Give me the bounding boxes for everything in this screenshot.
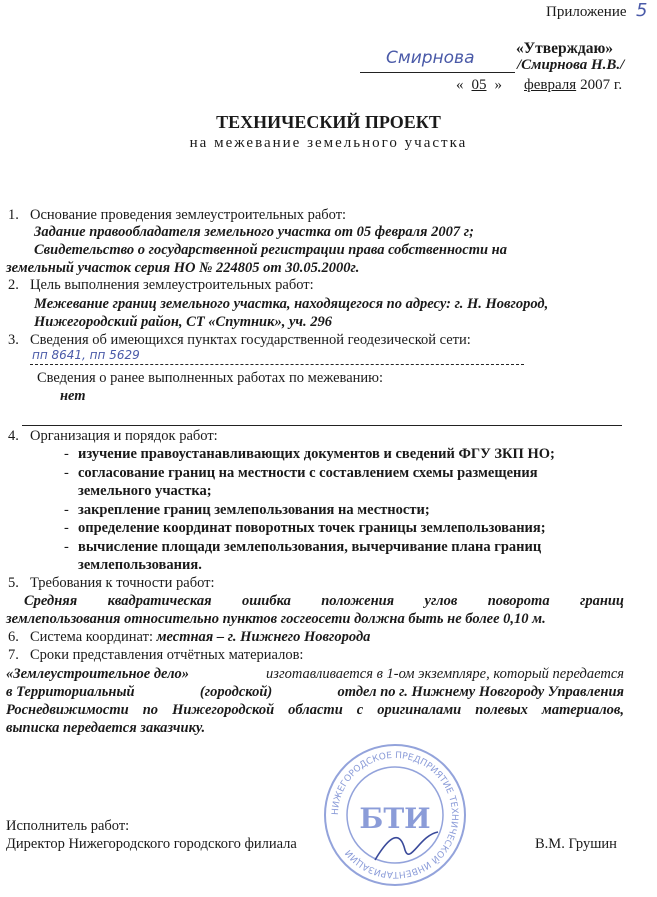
section-4-number: 4. (8, 428, 19, 444)
approver-signature: Смирнова (386, 48, 475, 68)
date-month: февраля (524, 77, 577, 93)
section-3-label: Сведения об имеющихся пунктах государственной геодезической сети: (30, 332, 471, 348)
section-7-line3: Роснедвижимости по Нижегородской области с оригиналами полевых материалов, (6, 702, 624, 718)
bullet-dash: - (64, 520, 69, 536)
stamp-ring-text: НИЖЕГОРОДСКОЕ ПРЕДПРИЯТИЕ ТЕХНИЧЕСКОЙ ИНВЕНТАРИЗАЦИИ (330, 750, 460, 880)
section-4-item: изучение правоустанавливающих документов и сведений ФГУ ЗКП НО; (78, 446, 555, 462)
section-4-label: Организация и порядок работ: (30, 428, 218, 444)
section-4-item-cont: землепользования. (78, 557, 202, 573)
appendix-label: Приложение (546, 4, 627, 20)
section-5-number: 5. (8, 575, 19, 591)
section-1-line3: земельный участок серия НО № 224805 от 30.05.2000г. (6, 260, 360, 276)
signature-line (360, 72, 515, 73)
section-4-item: согласование границ на местности с составлением схемы размещения (78, 465, 538, 481)
appendix-number: 5 (636, 0, 648, 21)
section-7-line2 (6, 684, 624, 701)
bullet-dash: - (64, 502, 69, 518)
section-7-line4: выписка передается заказчику. (6, 720, 206, 736)
section-2-line1: Межевание границ земельного участка, находящегося по адресу: г. Н. Новгород, (34, 296, 549, 312)
section-1-line2: Свидетельство о государственной регистрации права собственности на (34, 242, 507, 258)
section-6-label: Система координат: (30, 629, 153, 645)
section-4-item: закрепление границ землепользования на местности; (78, 502, 430, 518)
section-7-doc-name: «Землеустроительное дело» (6, 666, 190, 682)
section-7-line1 (6, 666, 624, 683)
section-3-fill-line (30, 364, 524, 365)
performer-name: В.М. Грушин (535, 836, 617, 852)
section-1-number: 1. (8, 207, 19, 223)
section-7-number: 7. (8, 647, 19, 663)
director-signature (375, 832, 438, 860)
approval-date: « 05 » февраля 2007 г. (456, 77, 623, 93)
section-7-line1-rest: изготавливается в 1-ом экземпляре, который передается (266, 666, 624, 682)
organization-stamp (320, 740, 470, 890)
section-3-divider (22, 425, 622, 426)
section-2-line2: Нижегородский район, СТ «Спутник», уч. 296 (34, 314, 333, 330)
bullet-dash: - (64, 465, 69, 481)
performer-label: Исполнитель работ: (6, 818, 130, 834)
section-7-line2-c: отдел по г. Нижнему Новгороду Управления (337, 684, 624, 700)
section-1-label: Основание проведения землеустроительных работ: (30, 207, 347, 223)
section-5-line1: Средняя квадратическая ошибка положения углов поворота границ (24, 593, 624, 609)
doc-subtitle: на межевание земельного участка (189, 135, 468, 151)
section-3-handwritten-points: пп 8641, пп 5629 (32, 348, 140, 362)
section-5-line2: землепользования относительно пунктов госгеосети должна быть не более 0,10 м. (6, 611, 546, 627)
section-3-number: 3. (8, 332, 19, 348)
section-4-item: определение координат поворотных точек границы землепользования; (78, 520, 546, 536)
signer-name: /Смирнова Н.В./ (517, 57, 625, 73)
section-3-prior-value: нет (60, 388, 86, 404)
date-year: 2007 г. (580, 77, 623, 93)
bullet-dash: - (64, 539, 69, 555)
section-5-label: Требования к точности работ: (30, 575, 215, 591)
section-2-number: 2. (8, 277, 19, 293)
section-4-item: вычисление площади землепользования, вычерчивание плана границ (78, 539, 542, 555)
section-3-prior-label: Сведения о ранее выполненных работах по межеванию: (37, 370, 384, 386)
bullet-dash: - (64, 446, 69, 462)
section-7-line2-b: (городской) (199, 684, 273, 700)
date-day: 05 (471, 77, 487, 93)
section-6-number: 6. (8, 629, 19, 645)
approve-label: «Утверждаю» (516, 40, 614, 57)
section-7-line2-a: в Территориальный (6, 684, 135, 700)
performer-position: Директор Нижегородского городского филиала (6, 836, 297, 852)
section-6-value: местная – г. Нижнего Новгорода (156, 629, 371, 645)
stamp-center-text: БТИ (359, 802, 431, 835)
section-6-content (30, 629, 370, 646)
section-2-label: Цель выполнения землеустроительных работ: (30, 277, 314, 293)
section-4-item-cont: земельного участка; (78, 483, 212, 499)
doc-title: ТЕХНИЧЕСКИЙ ПРОЕКТ (216, 112, 441, 132)
section-1-line1: Задание правообладателя земельного участка от 05 февраля 2007 г; (34, 224, 474, 240)
section-7-label: Сроки представления отчётных материалов: (30, 647, 304, 663)
